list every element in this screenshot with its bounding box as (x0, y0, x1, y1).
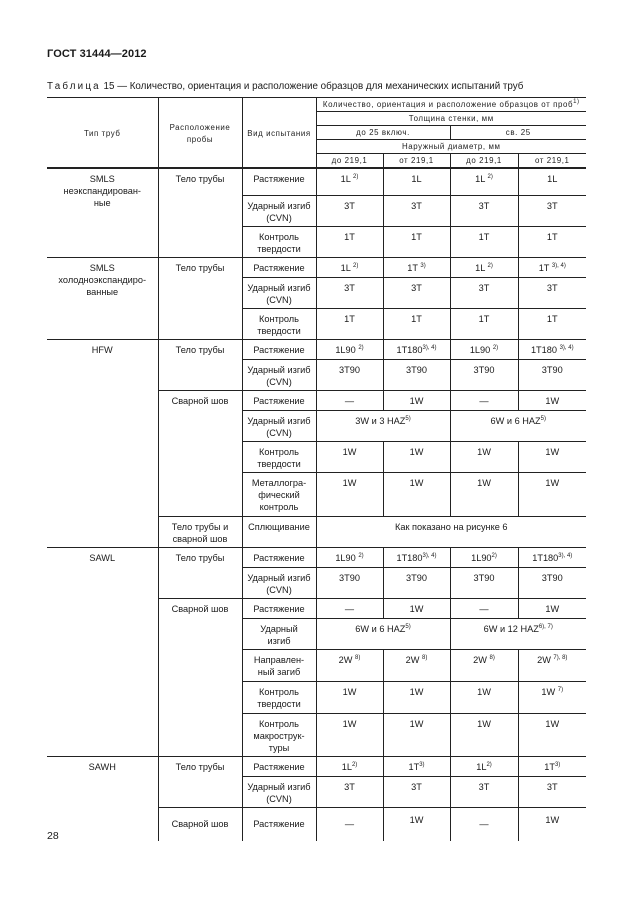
table-row (47, 567, 586, 598)
value-cell: 1W (383, 598, 450, 618)
location-cell: Тело трубы (158, 257, 242, 339)
test-cell: Контроль макрострук-туры (242, 713, 316, 756)
test-cell: Ударный изгиб (CVN) (242, 567, 316, 598)
value-cell: 1W $^{7)}$ (518, 681, 586, 713)
test-cell: Растяжение (242, 168, 316, 195)
value-cell: 1T (450, 226, 518, 257)
value-cell: 3T90 (383, 567, 450, 598)
value-cell: 1W (383, 713, 450, 756)
value-cell: 1W (450, 441, 518, 472)
test-cell: Растяжение (242, 390, 316, 410)
footnote-ref: 1) (573, 99, 580, 105)
value-cell: 1T (518, 226, 586, 257)
value-cell: 6W и 12 $HAZ^{6), 7)}$ (450, 618, 586, 649)
value-cell: 1W (450, 472, 518, 516)
value-cell: — (450, 390, 518, 410)
pipe-type-cell: SMLS неэкспандирован-ные (47, 168, 158, 257)
value-cell: 3T (518, 776, 586, 807)
value-cell: 3T (450, 195, 518, 226)
value-cell: 1T (383, 308, 450, 339)
value-cell: $1L^{2)}$ (316, 756, 383, 776)
value-cell: 1L (383, 168, 450, 195)
test-cell: Ударный изгиб (CVN) (242, 277, 316, 308)
test-cell: Металлогра-фический контроль (242, 472, 316, 516)
location-cell: Тело трубы (158, 339, 242, 359)
test-cell: Сплющивание (242, 516, 316, 547)
value-cell: 3W и 3 HAZ$^{5)}$ (316, 410, 450, 441)
value-cell: 2W $^{7), 8)}$ (518, 649, 586, 681)
value-cell: 3T90 (450, 359, 518, 390)
value-cell: 1W (316, 713, 383, 756)
test-cell: Направлен-ный загиб (242, 649, 316, 681)
value-cell: 2W $^{8)}$ (383, 649, 450, 681)
table-row (47, 756, 586, 776)
value-cell: 3T (518, 277, 586, 308)
table-row (47, 257, 586, 277)
caption-title: — Количество, ориентация и расположение образцов для механических испытаний труб (117, 81, 524, 92)
test-specimen-table (47, 97, 586, 841)
value-cell: 3T (316, 195, 383, 226)
value-cell: 3T90 (316, 359, 383, 390)
pipe-type-cell: HFW (47, 339, 158, 359)
location-cell: Сварной шов (158, 390, 242, 516)
table-row (47, 359, 586, 390)
value-cell: 1L90$^{2)}$ (450, 547, 518, 567)
value-cell: 1W (518, 598, 586, 618)
test-cell: Растяжение (242, 339, 316, 359)
pipe-type-cell: SAWL (47, 547, 158, 567)
value-cell: Как показано на рисунке 6 (394, 521, 508, 532)
header-test-type: Вид испытания (242, 98, 316, 169)
value-cell: — (316, 598, 383, 618)
header-thickness-over: св. 25 (450, 126, 586, 140)
value-cell: 3T90 (518, 359, 586, 390)
test-cell: Контроль твердости (242, 308, 316, 339)
value-cell: 1L $^{2)}$ (316, 257, 383, 277)
test-cell: Растяжение (242, 257, 316, 277)
caption-number: 15 (103, 81, 115, 92)
value-cell: 1W (518, 441, 586, 472)
value-cell: 1T (383, 226, 450, 257)
test-cell: Контроль твердости (242, 226, 316, 257)
header-d4: от 219,1 (534, 156, 570, 165)
value-cell: 1T (316, 226, 383, 257)
value-cell: 6W и 6 HAZ$^{5)}$ (316, 618, 450, 649)
value-cell: 1W (518, 390, 586, 410)
value-cell: 3T90 (316, 567, 383, 598)
value-cell: 1L $^{2)}$ (450, 168, 518, 195)
value-cell: — (450, 807, 518, 841)
value-cell: 1T (518, 308, 586, 339)
test-cell: Ударный изгиб (CVN) (242, 410, 316, 441)
table-row (47, 339, 586, 359)
header-d2: от 219,1 (383, 154, 450, 169)
value-cell: 1W (316, 441, 383, 472)
value-cell: 1W (450, 713, 518, 756)
value-cell: 3T (518, 195, 586, 226)
value-cell: 1W (545, 814, 560, 825)
value-cell: $1T^{3)}$ (383, 756, 450, 776)
header-wall-thickness: Толщина стенки, мм (316, 112, 586, 126)
value-cell: $1L^{2)}$ (450, 756, 518, 776)
value-cell: 1T $^{3), 4)}$ (518, 257, 586, 277)
value-cell: 3T (383, 776, 450, 807)
table-caption (47, 81, 587, 92)
caption-word: Таблица (47, 81, 101, 92)
value-cell: 3T90 (450, 567, 518, 598)
header-outer-diameter: Наружный диаметр, мм (316, 140, 586, 154)
value-cell: 3T (450, 277, 518, 308)
value-cell: 3T (383, 195, 450, 226)
value-cell: 2W $^{8)}$ (316, 649, 383, 681)
value-cell: — (316, 807, 383, 841)
value-cell: 1L $^{2)}$ (450, 257, 518, 277)
value-cell: 1W (383, 390, 450, 410)
header-pipe-type: Тип труб (47, 98, 158, 169)
page-number: 28 (47, 830, 59, 842)
value-cell: 1T180 $^{3), 4)}$ (518, 339, 586, 359)
value-cell: $1T180^{3), 4)}$ (383, 339, 450, 359)
value-cell: 2W $^{8)}$ (450, 649, 518, 681)
value-cell: 1W (450, 681, 518, 713)
test-cell: Ударный изгиб (CVN) (242, 776, 316, 807)
header-d1: до 219,1 (316, 154, 383, 169)
header-quantity-group: Количество, ориентация и расположение образцов от проб$^{1)}$ (316, 98, 586, 112)
value-cell: 1W (545, 718, 560, 729)
test-cell: Ударный изгиб (CVN) (242, 359, 316, 390)
test-cell: Ударный изгиб (CVN) (242, 195, 316, 226)
test-cell: Ударный изгиб (242, 618, 316, 649)
value-cell: 1T (316, 308, 383, 339)
location-cell: Тело трубы и сварной шов (158, 516, 242, 547)
pipe-type-cell: SMLS холодноэкспандиро-ванные (47, 257, 158, 339)
value-cell: $1T^{3)}$ (518, 756, 586, 776)
test-cell: Растяжение (242, 756, 316, 776)
value-cell: 1W (316, 472, 383, 516)
test-cell: Растяжение (242, 807, 316, 841)
value-cell: 1W (383, 441, 450, 472)
value-cell: 1W (518, 472, 586, 516)
document-code: ГОСТ 31444—2012 (47, 48, 147, 60)
value-cell: 1T (450, 308, 518, 339)
value-cell: — (316, 390, 383, 410)
value-cell: 1L90 $^{2)}$ (316, 547, 383, 567)
test-cell: Растяжение (242, 598, 316, 618)
location-cell: Тело трубы (158, 756, 242, 807)
header-row (47, 98, 586, 112)
location-cell: Сварной шов (158, 807, 242, 841)
header-d3: до 219,1 (450, 154, 518, 169)
location-cell: Сварной шов (158, 598, 242, 756)
value-cell: $1T180^{3), 4)}$ (383, 547, 450, 567)
location-cell: Тело трубы (158, 168, 242, 257)
value-cell: 1L $^{2)}$ (316, 168, 383, 195)
table-row (47, 168, 586, 195)
value-cell: $1T180^{3), 4)}$ (518, 547, 586, 567)
table-row (47, 547, 586, 567)
value-cell: 3T (383, 277, 450, 308)
table-row (47, 390, 586, 410)
location-cell: Тело трубы (158, 547, 242, 567)
value-cell: 1W (383, 681, 450, 713)
header-location: Расположение пробы (158, 98, 242, 169)
value-cell: 1W (383, 472, 450, 516)
value-cell: — (450, 598, 518, 618)
value-cell: 3T90 (518, 567, 586, 598)
value-cell: 1L90 $^{2)}$ (450, 339, 518, 359)
value-cell: 3T90 (383, 359, 450, 390)
value-cell: 1L90 $^{2)}$ (316, 339, 383, 359)
value-cell: 1W (316, 681, 383, 713)
test-cell: Контроль твердости (242, 441, 316, 472)
test-cell: Растяжение (242, 547, 316, 567)
value-cell: 3T (316, 277, 383, 308)
pipe-type-cell: SAWH (47, 756, 158, 841)
value-cell: 1T $^{3)}$ (383, 257, 450, 277)
value-cell: 6W и 6 HAZ$^{5)}$ (450, 410, 586, 441)
header-thickness-upto: до 25 включ. (316, 126, 450, 140)
value-cell: 1W (383, 807, 450, 841)
value-cell: 3T (450, 776, 518, 807)
value-cell: 3T (316, 776, 383, 807)
test-cell: Контроль твердости (242, 681, 316, 713)
value-cell: 1L (518, 168, 586, 195)
